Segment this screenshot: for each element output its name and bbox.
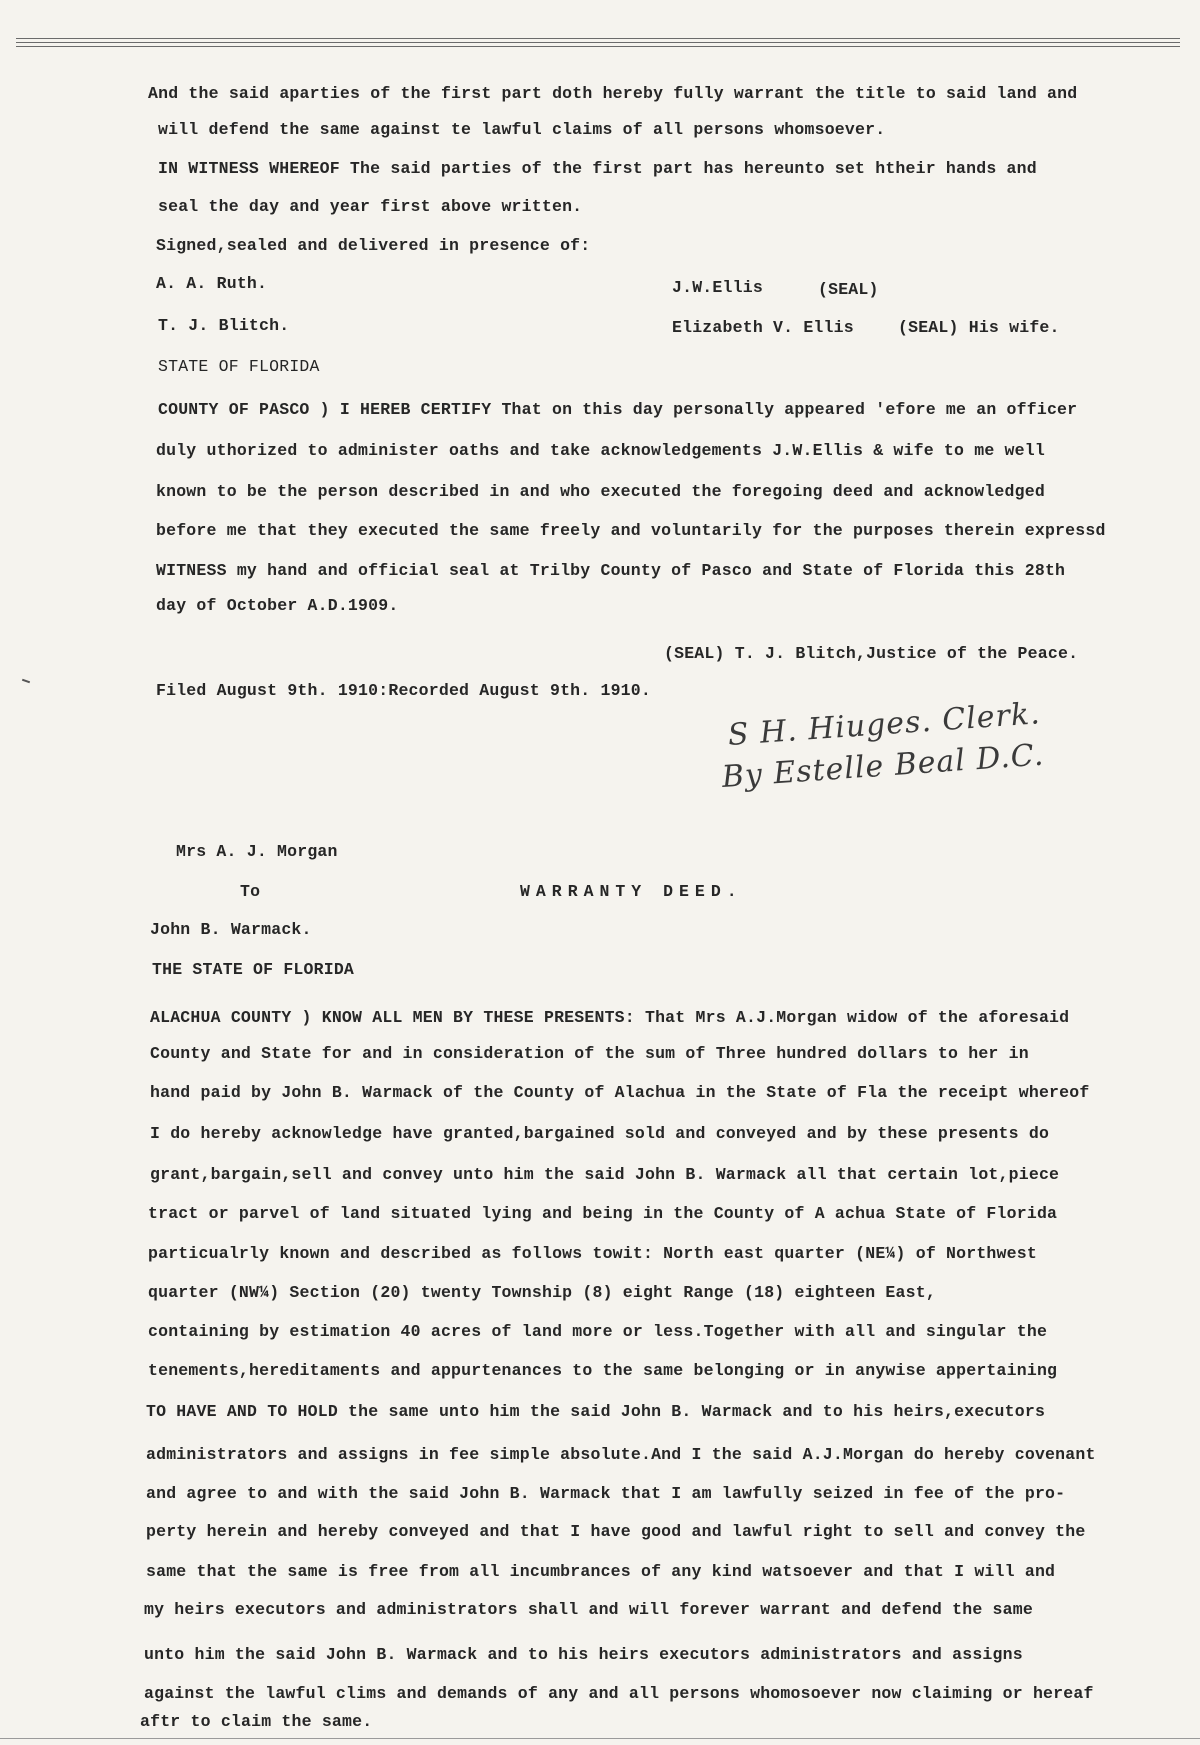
justice-line: (SEAL) T. J. Blitch,Justice of the Peace. — [664, 644, 1079, 663]
deed-body-line: containing by estimation 40 acres of land more or less.Together with all and singular the — [148, 1322, 1048, 1341]
deed-body-line: administrators and assigns in fee simple absolute.And I the said A.J.Morgan do hereby covenant — [146, 1445, 1096, 1464]
deed-body-line: quarter (NW¼) Section (20) twenty Township (8) eight Range (18) eighteen East, — [148, 1283, 936, 1302]
top-rule-3 — [16, 46, 1180, 47]
deed-body-line: I do hereby acknowledge have granted,bargained sold and conveyed and by these presents do — [150, 1124, 1050, 1143]
grantor-name: Mrs A. J. Morgan — [176, 842, 338, 861]
ack-line: day of October A.D.1909. — [156, 596, 399, 615]
deed-body-line: ALACHUA COUNTY ) KNOW ALL MEN BY THESE PRESENTS: That Mrs A.J.Morgan widow of the aforesaid — [150, 1008, 1070, 1027]
deed-line: will defend the same against te lawful claims of all persons whomsoever. — [158, 120, 886, 139]
witness-name: T. J. Blitch. — [158, 316, 290, 335]
ack-line: known to be the person described in and who executed the foregoing deed and acknowledged — [156, 482, 1045, 501]
deed-body-line: County and State for and in consideration of the sum of Three hundred dollars to her in — [150, 1044, 1029, 1063]
filed-line: Filed August 9th. 1910:Recorded August 9th. 1910. — [156, 681, 651, 700]
deed-body-line: same that the same is free from all incumbrances of any kind watsoever and that I will and — [146, 1562, 1056, 1581]
deputy-clerk-signature: By Estelle Beal D.C. — [720, 737, 1046, 795]
deed-body-line: grant,bargain,sell and convey unto him the said John B. Warmack all that certain lot,piece — [150, 1165, 1060, 1184]
ack-line: before me that they executed the same freely and voluntarily for the purposes therein expressd — [156, 521, 1106, 540]
deed-body-line: hand paid by John B. Warmack of the County of Alachua in the State of Fla the receipt whereof — [150, 1083, 1090, 1102]
witness-name: A. A. Ruth. — [156, 274, 268, 293]
state-header: THE STATE OF FLORIDA — [152, 960, 355, 979]
deed-line: IN WITNESS WHEREOF The said parties of the first part has hereunto set htheir hands and — [158, 159, 1037, 178]
top-rule — [16, 38, 1180, 39]
clerk-signature: S H. Hiuges. Clerk. — [726, 696, 1042, 753]
grantor-name: Elizabeth V. Ellis — [672, 318, 854, 337]
top-rule-2 — [16, 42, 1180, 43]
ack-line: COUNTY OF PASCO ) I HEREB CERTIFY That on this day personally appeared 'efore me an officer — [158, 400, 1078, 419]
deed-line: And the said aparties of the first part doth hereby fully warrant the title to said land and — [148, 84, 1078, 103]
deed-body-line: TO HAVE AND TO HOLD the same unto him the said John B. Warmack and to his heirs,executors — [146, 1402, 1046, 1421]
deed-body-line: my heirs executors and administrators shall and will forever warrant and defend the same — [144, 1600, 1033, 1619]
ack-line: WITNESS my hand and official seal at Trilby County of Pasco and State of Florida this 28th — [156, 561, 1066, 580]
to-label: To — [240, 882, 261, 901]
ack-line: duly uthorized to administer oaths and take acknowledgements J.W.Ellis & wife to me well — [156, 441, 1045, 460]
deed-body-line: aftr to claim the same. — [140, 1712, 373, 1731]
grantor-name: J.W.Ellis — [672, 278, 763, 297]
bottom-rule — [0, 1738, 1200, 1739]
deed-line: Signed,sealed and delivered in presence of: — [156, 236, 591, 255]
deed-body-line: tenements,hereditaments and appurtenances to the same belonging or in anywise appertaining — [148, 1361, 1058, 1380]
deed-title: WARRANTY DEED. — [520, 882, 743, 901]
deed-body-line: particualrly known and described as follows towit: North east quarter (NE¼) of Northwest — [148, 1244, 1037, 1263]
deed-body-line: perty herein and hereby conveyed and that I have good and lawful right to sell and convey the — [146, 1522, 1086, 1541]
deed-line: seal the day and year first above written. — [158, 197, 583, 216]
deed-body-line: and agree to and with the said John B. Warmack that I am lawfully seized in fee of the pro- — [146, 1484, 1066, 1503]
deed-body-line: against the lawful clims and demands of any and all persons whomosoever now claiming or hereaf — [144, 1684, 1094, 1703]
ack-header: STATE OF FLORIDA — [158, 357, 320, 376]
deed-body-line: tract or parvel of land situated lying and being in the County of A achua State of Florida — [148, 1204, 1058, 1223]
margin-mark — [22, 679, 30, 684]
deed-body-line: unto him the said John B. Warmack and to his heirs executors administrators and assigns — [144, 1645, 1023, 1664]
grantee-name: John B. Warmack. — [150, 920, 312, 939]
seal-label: (SEAL) His wife. — [898, 318, 1060, 337]
seal-label: (SEAL) — [818, 280, 879, 299]
